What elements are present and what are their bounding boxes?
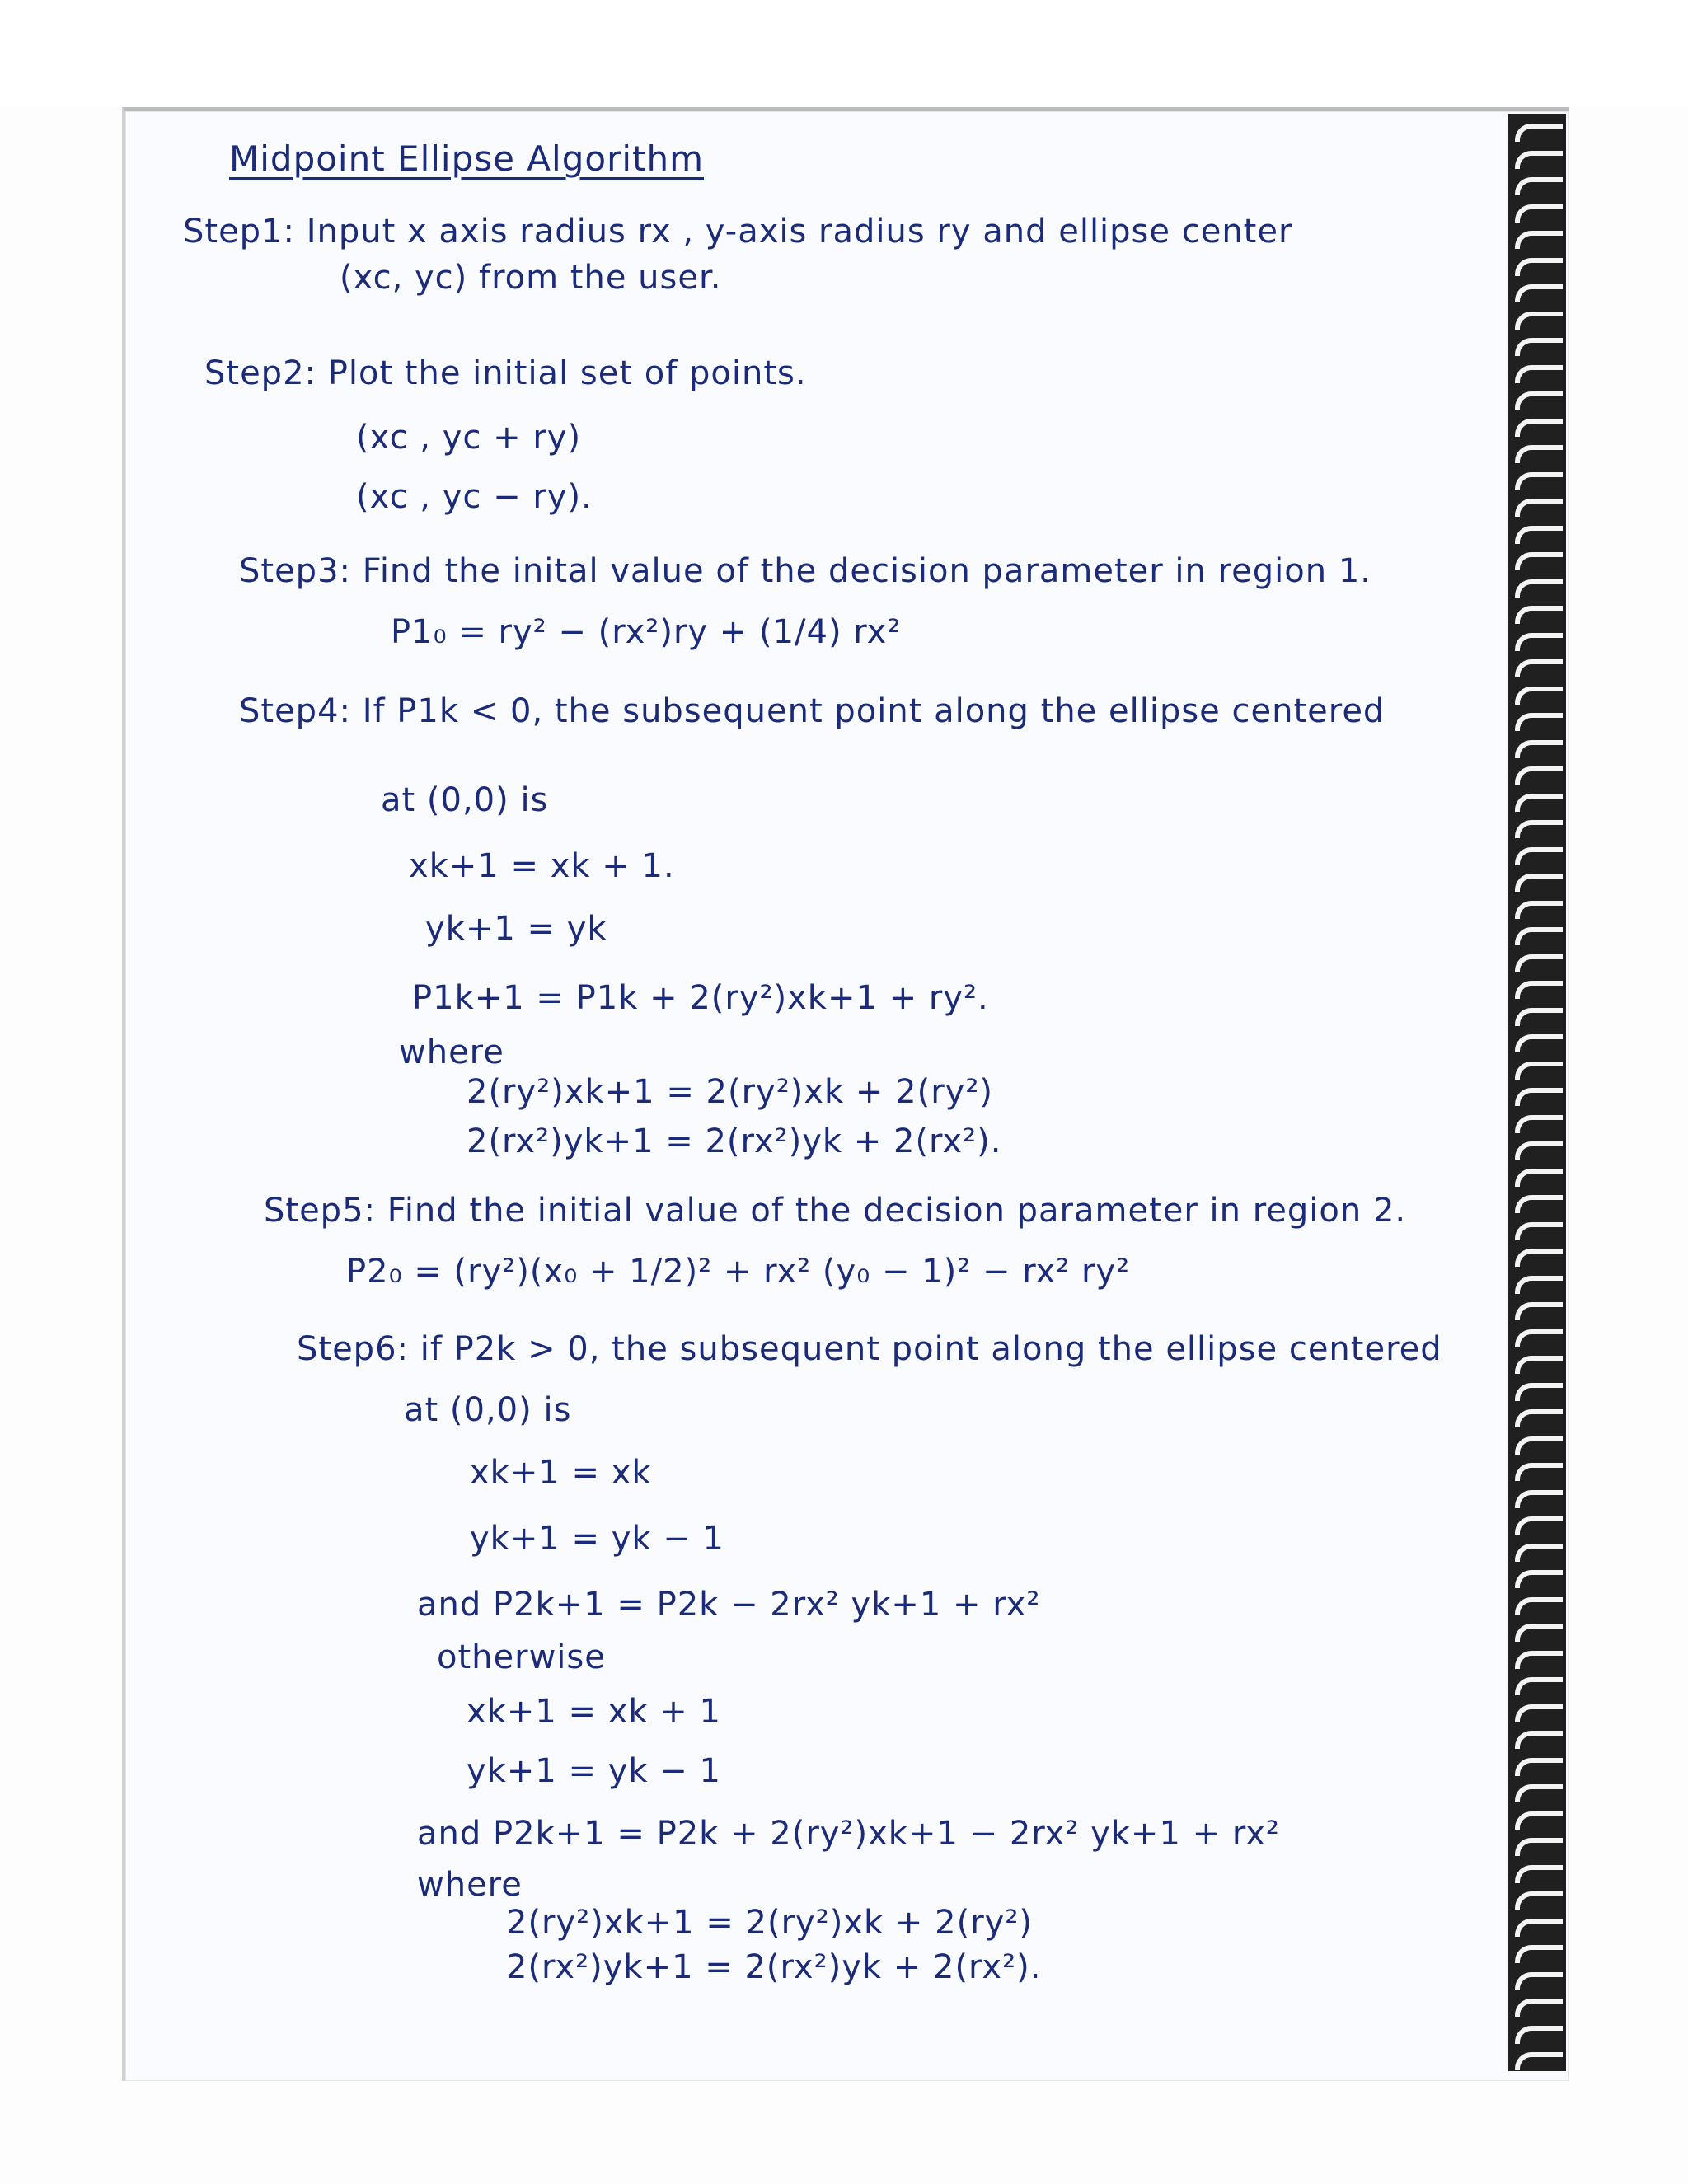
spiral-coil: [1515, 1141, 1563, 1160]
step5-formula: P2₀ = (ry²)(x₀ + 1/2)² + rx² (y₀ − 1)² − rx² ry²: [346, 1253, 1131, 1291]
spiral-coil: [1515, 687, 1563, 705]
spiral-coil: [1515, 1972, 1563, 1990]
spiral-coil: [1515, 633, 1563, 651]
step6-formula: xk+1 = xk: [470, 1454, 652, 1492]
step2-line: Step2: Plot the initial set of points.: [204, 354, 807, 392]
spiral-coil: [1515, 1409, 1563, 1427]
spiral-coil: [1515, 794, 1563, 812]
spiral-coil: [1515, 552, 1563, 570]
step4-formula: 2(ry²)xk+1 = 2(ry²)xk + 2(ry²): [467, 1073, 993, 1111]
scan-background: [0, 0, 1688, 107]
spiral-coil: [1515, 1115, 1563, 1133]
spiral-coil: [1515, 1811, 1563, 1830]
spiral-coil: [1515, 981, 1563, 999]
spiral-coil: [1515, 1544, 1563, 1562]
step4-line: at (0,0) is: [381, 781, 549, 819]
spiral-coil: [1515, 874, 1563, 892]
step6-formula: and P2k+1 = P2k + 2(ry²)xk+1 − 2rx² yk+1 + rx²: [417, 1815, 1280, 1853]
spiral-coil: [1515, 1276, 1563, 1294]
step2-line: (xc , yc + ry): [356, 419, 582, 457]
spiral-coil: [1515, 445, 1563, 463]
spiral-coil: [1515, 1865, 1563, 1883]
spiral-coil: [1515, 231, 1563, 249]
spiral-coil: [1515, 579, 1563, 598]
spiral-coil: [1515, 1008, 1563, 1026]
spiral-coil: [1515, 1919, 1563, 1937]
spiral-coil: [1515, 927, 1563, 945]
spiral-coil: [1515, 1891, 1563, 1910]
spiral-coil: [1515, 1356, 1563, 1374]
step6-formula: and P2k+1 = P2k − 2rx² yk+1 + rx²: [417, 1586, 1041, 1624]
spiral-coil: [1515, 338, 1563, 356]
spiral-coil: [1515, 1570, 1563, 1588]
spiral-coil: [1515, 820, 1563, 838]
spiral-coil: [1515, 1704, 1563, 1722]
spiral-coil: [1515, 954, 1563, 972]
spiral-coil: [1515, 766, 1563, 785]
step6-formula: yk+1 = yk − 1: [470, 1520, 724, 1558]
spiral-coil: [1515, 151, 1563, 169]
spiral-coil: [1515, 1169, 1563, 1187]
spiral-coil: [1515, 284, 1563, 302]
spiral-coil: [1515, 1945, 1563, 1963]
spiral-coil: [1515, 499, 1563, 517]
spiral-coil: [1515, 901, 1563, 919]
spiral-coil: [1515, 2026, 1563, 2044]
spiral-coil: [1515, 1999, 1563, 2017]
step6-line: Step6: if P2k > 0, the subsequent point along the ellipse centered: [297, 1330, 1442, 1368]
spiral-coil: [1515, 1463, 1563, 1481]
spiral-coil: [1515, 740, 1563, 758]
step4-line: Step4: If P1k < 0, the subsequent point along the ellipse centered: [239, 692, 1386, 730]
step1-line: Step1: Input x axis radius rx , y-axis radius ry and ellipse center: [183, 213, 1293, 251]
step6-line: at (0,0) is: [404, 1391, 572, 1429]
spiral-coil: [1515, 1195, 1563, 1213]
spiral-coil: [1515, 472, 1563, 490]
spiral-coil: [1515, 1651, 1563, 1669]
step1-line: (xc, yc) from the user.: [340, 259, 722, 297]
spiral-coil: [1515, 713, 1563, 731]
spiral-coil: [1515, 1624, 1563, 1642]
spiral-coil: [1515, 1222, 1563, 1240]
step4-formula: 2(rx²)yk+1 = 2(rx²)yk + 2(rx²).: [467, 1122, 1002, 1160]
spiral-coil: [1515, 1062, 1563, 1080]
step6-formula: yk+1 = yk − 1: [467, 1752, 721, 1790]
spiral-coil: [1515, 391, 1563, 410]
spiral-coil: [1515, 1302, 1563, 1320]
spiral-coil: [1515, 1490, 1563, 1508]
page-title: Midpoint Ellipse Algorithm: [229, 138, 704, 179]
spiral-coil: [1515, 847, 1563, 865]
spiral-coil: [1515, 1758, 1563, 1776]
spiral-coil: [1515, 1677, 1563, 1695]
spiral-coil: [1515, 606, 1563, 624]
spiral-coil: [1515, 2052, 1563, 2070]
step4-formula: P1k+1 = P1k + 2(ry²)xk+1 + ry².: [412, 979, 989, 1017]
spiral-coil: [1515, 1784, 1563, 1802]
spiral-coil: [1515, 258, 1563, 276]
spiral-coil: [1515, 1516, 1563, 1535]
spiral-coil: [1515, 124, 1563, 142]
step3-line: Step3: Find the inital value of the decision parameter in region 1.: [239, 552, 1372, 590]
spiral-coil: [1515, 526, 1563, 544]
spiral-coil: [1515, 1088, 1563, 1106]
spiral-coil: [1515, 1597, 1563, 1615]
step3-formula: P1₀ = ry² − (rx²)ry + (1/4) rx²: [391, 613, 902, 651]
spiral-coil: [1515, 1034, 1563, 1052]
step6-formula: xk+1 = xk + 1: [467, 1693, 721, 1731]
spiral-coil: [1515, 1249, 1563, 1267]
step6-formula: 2(ry²)xk+1 = 2(ry²)xk + 2(ry²): [506, 1904, 1033, 1942]
step6-line: where: [417, 1866, 523, 1904]
spiral-coil: [1515, 204, 1563, 223]
spiral-coil: [1515, 659, 1563, 677]
spiral-coil: [1515, 312, 1563, 330]
step6-line: otherwise: [437, 1638, 606, 1676]
step5-line: Step5: Find the initial value of the decision parameter in region 2.: [264, 1192, 1407, 1230]
step4-formula: yk+1 = yk: [425, 910, 607, 948]
step2-line: (xc , yc − ry).: [356, 478, 593, 516]
spiral-coil: [1515, 1436, 1563, 1455]
step6-formula: 2(rx²)yk+1 = 2(rx²)yk + 2(rx²).: [506, 1948, 1042, 1986]
spiral-coil: [1515, 1838, 1563, 1856]
spiral-coil: [1515, 177, 1563, 195]
step4-line: where: [399, 1033, 504, 1071]
spiral-coil: [1515, 365, 1563, 383]
spiral-coil: [1515, 419, 1563, 437]
spiral-coil: [1515, 1383, 1563, 1401]
step4-formula: xk+1 = xk + 1.: [409, 847, 675, 885]
spiral-coil: [1515, 1329, 1563, 1347]
spiral-coil: [1515, 1731, 1563, 1749]
